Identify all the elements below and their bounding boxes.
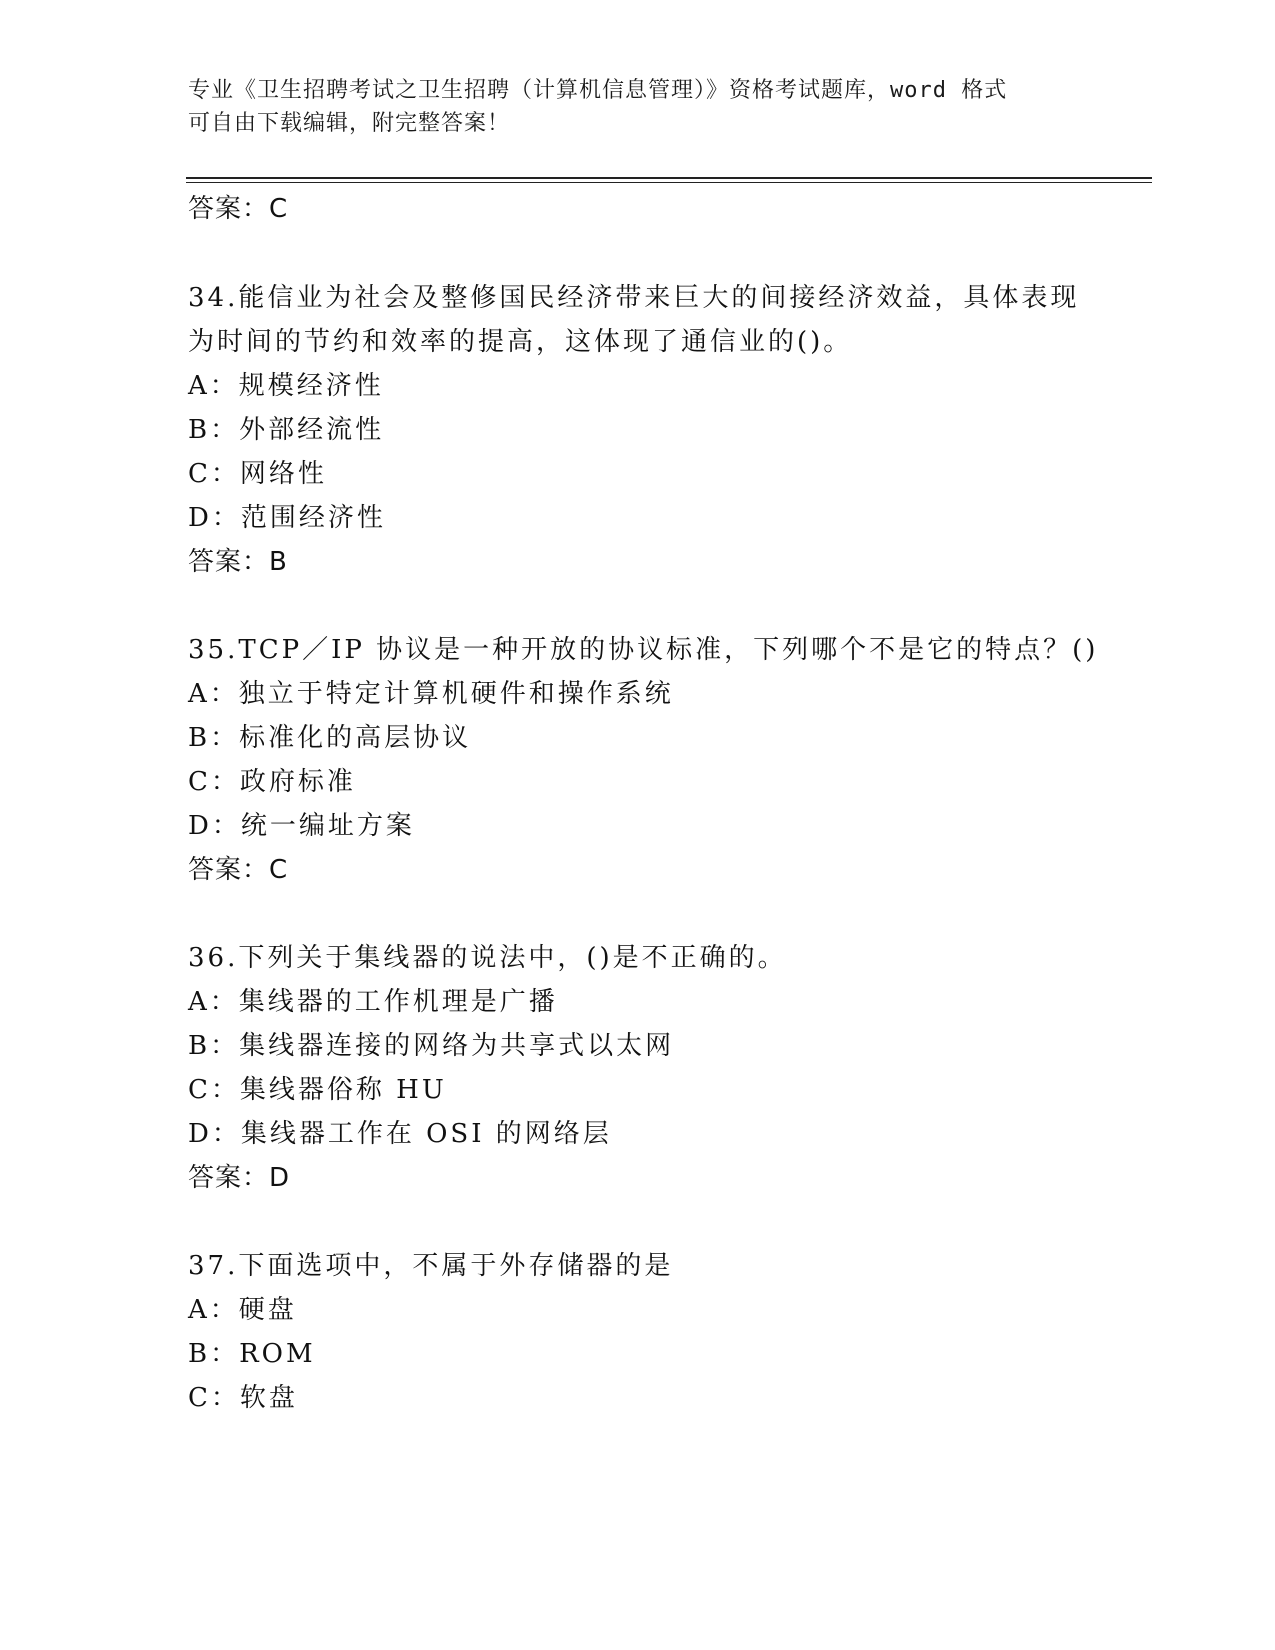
question-36-option-b: B：集线器连接的网络为共享式以太网	[188, 1031, 675, 1061]
header-divider-thin	[186, 182, 1152, 183]
header-line-2: 可自由下载编辑，附完整答案！	[188, 111, 511, 136]
question-34-option-c: C：网络性	[188, 459, 327, 489]
question-36-option-c: C：集线器俗称 HU	[188, 1075, 447, 1105]
question-35-option-b: B：标准化的高层协议	[188, 723, 472, 753]
page-header	[188, 74, 1088, 140]
question-35-option-d: D：统一编址方案	[188, 811, 415, 841]
question-36-answer: 答案：D	[188, 1163, 291, 1193]
question-37-stem-line-1: 37.下面选项中，不属于外存储器的是	[188, 1251, 674, 1281]
header-line-1: 专业《卫生招聘考试之卫生招聘（计算机信息管理）》资格考试题库，word 格式	[188, 78, 1008, 103]
question-34-option-d: D：范围经济性	[188, 503, 386, 533]
question-34-answer: 答案：B	[188, 547, 288, 577]
answer-line: 答案：C	[188, 194, 289, 224]
question-37-option-b: B：ROM	[188, 1339, 316, 1369]
question-34-stem-line-2: 为时间的节约和效率的提高，这体现了通信业的()。	[188, 327, 853, 357]
question-37-option-a: A：硬盘	[188, 1295, 297, 1325]
question-35-answer: 答案：C	[188, 855, 289, 885]
question-36-option-a: A：集线器的工作机理是广播	[188, 987, 558, 1017]
question-37-option-c: C：软盘	[188, 1383, 298, 1413]
question-35-stem-line-1: 35.TCP／IP 协议是一种开放的协议标准，下列哪个不是它的特点？()	[188, 635, 1099, 665]
question-34-stem-line-1: 34.能信业为社会及整修国民经济带来巨大的间接经济效益，具体表现	[188, 283, 1080, 313]
question-36-stem-line-1: 36.下列关于集线器的说法中，()是不正确的。	[188, 943, 787, 973]
header-divider-thick	[186, 177, 1152, 179]
question-35-option-c: C：政府标准	[188, 767, 356, 797]
question-35-option-a: A：独立于特定计算机硬件和操作系统	[188, 679, 674, 709]
question-34-option-a: A：规模经济性	[188, 371, 384, 401]
question-34-option-b: B：外部经流性	[188, 415, 385, 445]
question-36-option-d: D：集线器工作在 OSI 的网络层	[188, 1119, 612, 1149]
